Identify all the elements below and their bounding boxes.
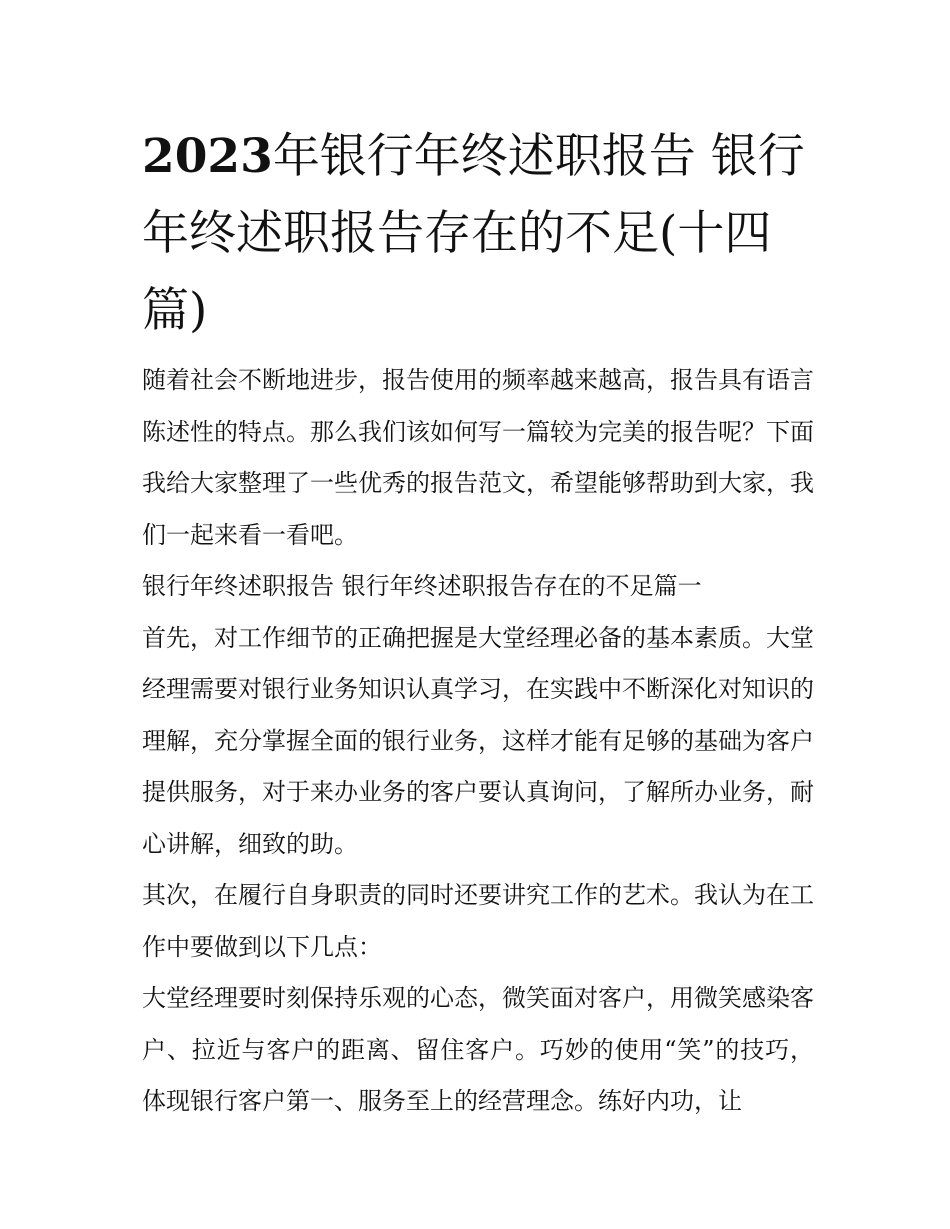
document-body [142, 355, 814, 1128]
title-text: 年银行年终述职报告 银行年终述职报告存在的不足(十四篇) [142, 129, 805, 338]
section-heading: 银行年终述职报告 银行年终述职报告存在的不足篇一 [142, 572, 702, 600]
body-paragraph: 其次，在履行自身职责的同时还要讲究工作的艺术。我认为在工作中要做到以下几点： [142, 881, 814, 961]
title-year: 2023 [142, 129, 273, 184]
body-paragraph: 首先，对工作细节的正确把握是大堂经理必备的基本素质。大堂经理需要对银行业务知识认真学习，在实践中不断深化对知识的理解，充分掌握全面的银行业务，这样才能有足够的基础为客户提供服务，对于来办业务的客户要认真询问，了解所办业务，耐心讲解，细致的助。 [142, 623, 814, 858]
document-page [142, 118, 814, 1128]
body-paragraph: 大堂经理要时刻保持乐观的心态，微笑面对客户，用微笑感染客户、拉近与客户的距离、留住客户。巧妙的使用“笑”的技巧，体现银行客户第一、服务至上的经营理念。练好内功，让 [142, 984, 814, 1115]
document-title [142, 118, 814, 349]
intro-paragraph: 随着社会不断地进步，报告使用的频率越来越高，报告具有语言陈述性的特点。那么我们该如何写一篇较为完美的报告呢？下面我给大家整理了一些优秀的报告范文，希望能够帮助到大家，我们一起来看一看吧。 [142, 366, 814, 549]
